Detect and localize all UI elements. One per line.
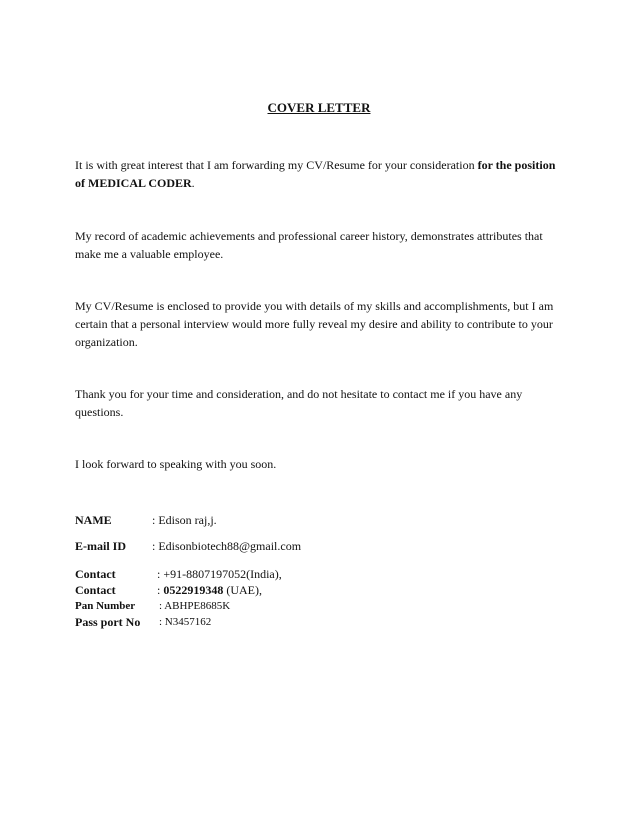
contact-uae-suffix: (UAE), bbox=[223, 583, 262, 597]
intro-period: . bbox=[191, 176, 195, 190]
name-value: : Edison raj,j. bbox=[152, 513, 217, 527]
contact-uae-value bbox=[157, 583, 262, 597]
contact-uae-label: Contact bbox=[75, 583, 116, 597]
passport-label: Pass port No bbox=[75, 615, 141, 629]
contact-india-label: Contact bbox=[75, 567, 116, 581]
contact-india-value: : +91-8807197052(India), bbox=[157, 567, 282, 581]
name-label: NAME bbox=[75, 513, 112, 527]
position-emphasis: for the position of MEDICAL CODER bbox=[75, 158, 556, 190]
intro-text: It is with great interest that I am forwarding my CV/Resume for your consideration bbox=[75, 158, 478, 172]
passport-value: : N3457162 bbox=[159, 616, 212, 628]
page-title: COVER LETTER bbox=[267, 100, 371, 115]
intro-paragraph bbox=[75, 156, 565, 192]
cv-enclosed-paragraph: My CV/Resume is enclosed to provide you with details of my skills and accomplishments, but I am certain that a personal interview would more fully reveal my desire and ability to contribute to your organization. bbox=[75, 299, 554, 349]
achievements-paragraph: My record of academic achievements and professional career history, demonstrates attributes that make me a valuable employee. bbox=[75, 229, 543, 261]
email-label: E-mail ID bbox=[75, 539, 126, 553]
email-value: : Edisonbiotech88@gmail.com bbox=[152, 539, 302, 553]
contact-uae-prefix: : bbox=[157, 583, 164, 597]
thank-you-paragraph: Thank you for your time and consideration, and do not hesitate to contact me if you have any questions. bbox=[75, 387, 523, 419]
closing-paragraph: I look forward to speaking with you soon. bbox=[75, 457, 277, 471]
pan-value: : ABHPE8685K bbox=[159, 600, 231, 612]
contact-uae-number: 0522919348 bbox=[163, 583, 224, 597]
pan-label: Pan Number bbox=[75, 600, 136, 612]
